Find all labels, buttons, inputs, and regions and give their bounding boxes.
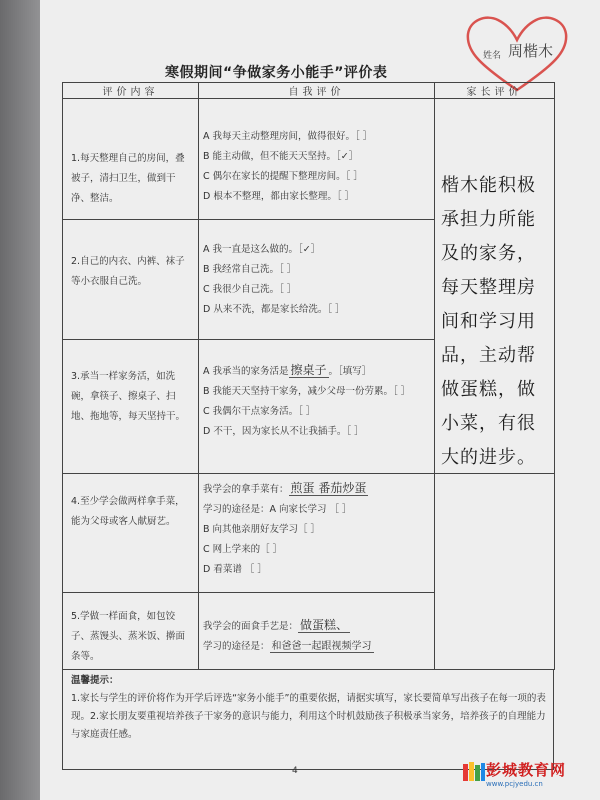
tips-text-1: 1.家长与学生的评价将作为开学后评选“家务小能手”的重要依据，请据实填写，家长要简单写出孩子在每一项的表现。 [71, 693, 546, 722]
option-d: D 根本不整理，都由家长整理。［ ］ [203, 191, 355, 203]
name-label: 姓名 [483, 51, 502, 61]
page-number: 4 [292, 766, 298, 776]
books-icon [462, 760, 486, 782]
parent-comment-cell-empty [435, 474, 555, 670]
option-a-suffix: 。［填写］ [328, 365, 372, 377]
option-b: B 向其他亲朋好友学习［ ］ [203, 524, 321, 536]
option-b: B 能主动做，但不能天天坚持。［✓］ [203, 151, 359, 163]
table-header-row [63, 83, 555, 99]
option-a: A 我一直是这么做的。［✓］ [203, 243, 321, 255]
option-b: B 我能天天坚持干家务，减少父母一份劳累。［ ］ [203, 385, 411, 397]
column-header: 评价内容 [63, 83, 199, 99]
parent-comment: 楷木能积极承担力所能及的家务，每天整理房间和学习用品，主动帮做蛋糕，做小菜，有很大的进步。 [441, 175, 536, 469]
option-a: 学习的途径是：A 向家长学习 ［ ］ [203, 504, 352, 516]
criterion-text: 4.至少学会做两样拿手菜，能为父母或客人献厨艺。 [71, 496, 185, 528]
handwritten-chore: 擦桌子 [290, 362, 327, 377]
table-row [63, 99, 555, 219]
option-a: A 我每天主动整理房间，做得很好。［ ］ [203, 131, 373, 143]
option-d: D 不干，因为家长从不让我插手。［ ］ [203, 425, 364, 437]
option-b: B 我经常自己洗。［ ］ [203, 263, 297, 275]
page-title: 寒假期间“争做家务小能手”评价表 [165, 65, 388, 81]
handwritten-way: 和爸爸一起跟视频学习 [271, 640, 372, 652]
pasta-prefix: 我学会的面食手艺是： [203, 620, 299, 632]
tips-text-2: 2.家长朋友要重视培养孩子干家务的意识与能力，利用这个时机鼓励孩子积极承当家务，培养孩子的自理能力与家庭责任感。 [71, 711, 546, 740]
watermark-name: 彭城教育网 [486, 761, 567, 779]
way-line [199, 637, 434, 657]
option-c: C 偶尔在家长的提醒下整理房间。［ ］ [203, 171, 363, 183]
table-row [63, 474, 555, 592]
handwritten-dishes: 煎蛋 番茄炒蛋 [290, 481, 367, 496]
dishes-prefix: 我学会的拿手菜有： [203, 484, 289, 496]
page-shadow [0, 0, 40, 800]
dishes-line [199, 478, 434, 500]
tips-heading: 温馨提示： [71, 675, 119, 686]
criterion-text: 3.承当一样家务活，如洗碗，拿筷子、擦桌子、扫地、拖地等，每天坚持干。 [71, 370, 186, 422]
criterion-text: 2.自己的内衣、内裤、袜子等小衣服自己洗。 [71, 255, 185, 287]
option-d: D 看菜谱 ［ ］ [203, 564, 267, 576]
handwritten-pasta: 做蛋糕、 [300, 617, 349, 632]
criterion-text: 5.学做一样面食，如包饺子、蒸馒头、蒸米饭、擀面条等。 [71, 610, 186, 662]
pasta-line [199, 615, 434, 637]
watermark-url: www.pcjyedu.cn [486, 780, 543, 788]
parent-comment-cell [435, 99, 555, 474]
option-d: D 从来不洗，都是家长给洗。［ ］ [203, 303, 345, 315]
criterion-text: 1.每天整理自己的房间，叠被子，清扫卫生，做到干净、整洁。 [71, 153, 185, 205]
option-c: C 网上学来的［ ］ [203, 544, 283, 556]
evaluation-table [62, 82, 555, 670]
option-c: C 我很少自己洗。［ ］ [203, 283, 297, 295]
option-a [199, 360, 434, 382]
tips-box [62, 670, 554, 770]
student-name: 周楷木 [508, 42, 554, 60]
option-c: C 我偶尔干点家务活。［ ］ [203, 405, 316, 417]
watermark-logo [462, 760, 566, 789]
column-header: 自我评价 [199, 83, 435, 99]
way-prefix: 学习的途径是： [203, 640, 270, 652]
option-a-prefix: A 我承当的家务活是 [203, 365, 289, 377]
column-header: 家长评价 [435, 83, 555, 99]
